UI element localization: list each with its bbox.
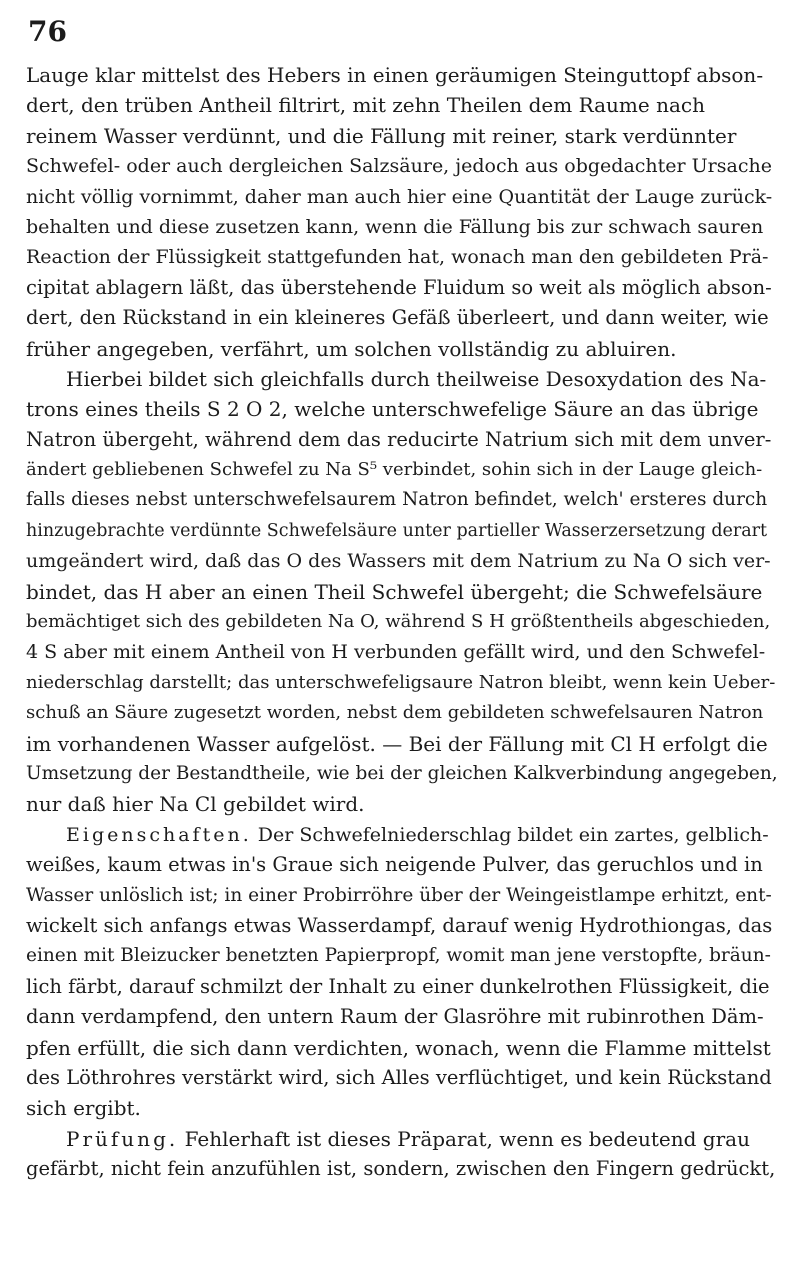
text-line [26, 698, 778, 728]
text-line [26, 1002, 778, 1032]
text-line [26, 881, 778, 911]
line-text: reinem Wasser verdünnt, und die Fällung mit reiner, stark verdünnter [26, 123, 737, 148]
text-line [26, 820, 778, 850]
text-line [26, 182, 778, 212]
text-line [26, 729, 778, 759]
text-line [26, 637, 778, 667]
text-line [26, 1154, 778, 1184]
text-line [26, 972, 778, 1002]
line-text: ändert gebliebenen Schwefel zu Na S⁵ verbindet, sohin sich in der Lauge gleich- [26, 459, 763, 481]
text-line [26, 455, 778, 485]
line-text: umgeändert wird, daß das O des Wassers mit dem Natrium zu Na O sich ver- [26, 550, 771, 573]
line-text: schuß an Säure zugesetzt worden, nebst dem gebildeten schwefelsauren Natron [26, 702, 764, 724]
line-text: einen mit Bleizucker benetzten Papierpropf, womit man jene verstopfte, bräun- [26, 945, 771, 967]
line-text: Der Schwefelniederschlag bildet ein zartes, gelblich- [251, 823, 769, 846]
text-line [26, 60, 778, 90]
line-text: sich ergibt. [26, 1096, 141, 1121]
text-line [26, 1063, 778, 1093]
line-text: hinzugebrachte verdünnte Schwefelsäure unter partieller Wasserzersetzung derart [26, 520, 768, 541]
line-text: dert, den Rückstand in ein kleineres Gefäß überleert, und dann weiter, wie [26, 306, 769, 330]
line-text: weißes, kaum etwas in's Graue sich neigende Pulver, das geruchlos und in [26, 853, 763, 877]
line-text: Wasser unlöslich ist; in einer Probirröhre über der Weingeistlampe erhitzt, ent- [26, 884, 772, 906]
text-line [26, 941, 778, 971]
text-line [26, 394, 778, 424]
line-text: im vorhandenen Wasser aufgelöst. — Bei der Fällung mit Cl H erfolgt die [26, 731, 768, 756]
line-text: behalten und diese zusetzen kann, wenn die Fällung bis zur schwach sauren [26, 215, 764, 238]
section-heading: Prüfung. [66, 1126, 179, 1151]
text-line [26, 607, 778, 637]
line-text: nur daß hier Na Cl gebildet wird. [26, 792, 365, 817]
line-text: falls dieses nebst unterschwefelsaurem Natron befindet, welch' ersteres durch [26, 489, 768, 511]
text-line [26, 577, 778, 607]
text-line [26, 1124, 778, 1154]
line-text: lich färbt, darauf schmilzt der Inhalt zu einer dunkelrothen Flüssigkeit, die [26, 974, 770, 998]
line-text: bindet, das H aber an einen Theil Schwefel übergeht; die Schwefelsäure [26, 579, 763, 604]
line-text: des Löthrohres verstärkt wird, sich Alles verflüchtiget, und kein Rückstand [26, 1065, 772, 1089]
line-text: trons eines theils S 2 O 2, welche unterschwefelige Säure an das übrige [26, 397, 759, 422]
line-text: dert, den trüben Antheil filtrirt, mit zehn Theilen dem Raume nach [26, 93, 705, 118]
text-line [26, 1033, 778, 1063]
text-line [26, 334, 778, 364]
text-line [26, 303, 778, 333]
line-text: Hierbei bildet sich gleichfalls durch theilweise Desoxydation des Na- [66, 366, 767, 391]
line-text: bemächtiget sich des gebildeten Na O, während S H größtentheils abgeschieden, [26, 611, 771, 633]
text-line [26, 911, 778, 941]
page-number: 76 [28, 15, 67, 48]
text-line [26, 1093, 778, 1123]
text-line [26, 668, 778, 698]
text-line [26, 121, 778, 151]
text-line [26, 546, 778, 576]
line-text: pfen erfüllt, die sich dann verdichten, wonach, wenn die Flamme mittelst [26, 1035, 771, 1060]
text-line [26, 151, 778, 181]
text-line [26, 485, 778, 515]
line-text: Natron übergeht, während dem das reducirte Natrium sich mit dem unver- [26, 427, 772, 451]
line-text: Lauge klar mittelst des Hebers in einen geräumigen Steinguttopf abson- [26, 63, 764, 87]
line-text: 4 S aber mit einem Antheil von H verbunden gefällt wird, und den Schwefel- [26, 641, 766, 664]
text-line [26, 425, 778, 455]
text-line [26, 759, 778, 789]
text-line [26, 273, 778, 303]
line-text: nicht völlig vornimmt, daher man auch hier eine Quantität der Lauge zurück- [26, 185, 773, 208]
text-line [26, 212, 778, 242]
line-text: früher angegeben, verfährt, um solchen vollständig zu abluiren. [26, 336, 677, 361]
line-text: gefärbt, nicht fein anzufühlen ist, sondern, zwischen den Fingern gedrückt, [26, 1157, 776, 1181]
text-line [26, 789, 778, 819]
body-text [26, 60, 778, 1184]
line-text: cipitat ablagern läßt, das überstehende Fluidum so weit als möglich abson- [26, 275, 772, 299]
line-text: wickelt sich anfangs etwas Wasserdampf, darauf wenig Hydrothiongas, das [26, 913, 773, 937]
line-text: Schwefel- oder auch dergleichen Salzsäure, jedoch aus obgedachter Ursache [26, 155, 772, 178]
text-line [26, 242, 778, 272]
line-text: niederschlag darstellt; das unterschwefeligsaure Natron bleibt, wenn kein Ueber- [26, 671, 776, 693]
line-text: Fehlerhaft ist dieses Präparat, wenn es bedeutend grau [178, 1126, 750, 1151]
line-text: Reaction der Flüssigkeit stattgefunden hat, wonach man den gebildeten Prä- [26, 246, 769, 269]
text-line [26, 516, 778, 546]
section-heading: Eigenschaften. [66, 823, 252, 846]
line-text: dann verdampfend, den untern Raum der Glasröhre mit rubinrothen Däm- [26, 1005, 764, 1029]
text-line [26, 850, 778, 880]
text-line [26, 90, 778, 120]
line-text: Umsetzung der Bestandtheile, wie bei der gleichen Kalkverbindung angegeben, [26, 762, 778, 784]
text-line [26, 364, 778, 394]
